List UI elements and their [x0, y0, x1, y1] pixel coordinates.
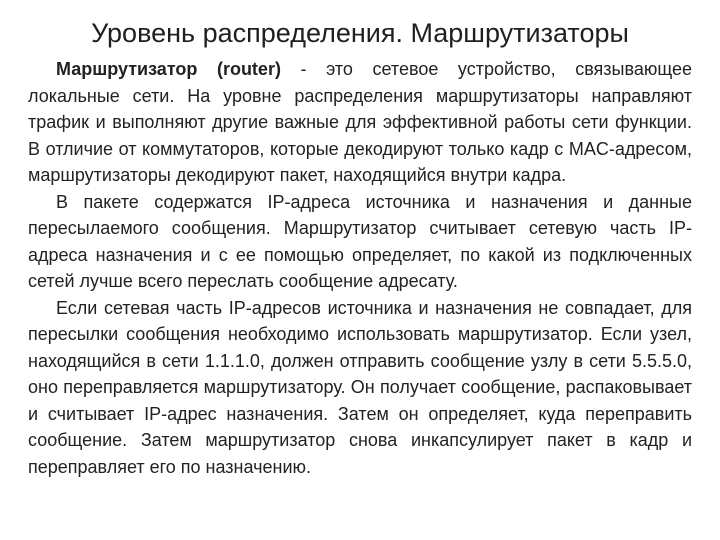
paragraph-text: - это сетевое устройство, связывающее локальные сети. На уровне распределения маршрутизаторы направляют трафик и выполняют другие важные для эффективной работы сети функции. В отличие от коммутаторов, которые декодируют только кадр с MAC-адресом, маршрутизаторы декодируют пакет, находящийся внутри кадра. — [28, 59, 692, 185]
slide-body — [28, 56, 692, 480]
paragraph-router-definition — [28, 56, 692, 189]
slide-title: Уровень распределения. Маршрутизаторы — [91, 18, 629, 48]
paragraph-packet-contents: В пакете содержатся IP-адреса источника и назначения и данные пересылаемого сообщения. Маршрутизатор считывает сетевую часть IP-адреса назначения и с ее помощью определяет, по какой из подключенных сетей лучше всего переслать сообщение адресату. — [28, 191, 692, 291]
paragraph-routing-example: Если сетевая часть IP-адресов источника и назначения не совпадает, для пересылки сообщения необходимо использовать маршрутизатор. Если узел, находящийся в сети 1.1.1.0, должен отправить сообщение узлу в сети 5.5.5.0, оно переправляется маршрутизатору. Он получает сообщение, распаковывает и считывает IP-адрес назначения. Затем он определяет, куда переправить сообщение. Затем маршрутизатор снова инкапсулирует пакет в кадр и переправляет его по назначению. — [28, 297, 692, 477]
term-router: Маршрутизатор (router) — [56, 59, 281, 79]
